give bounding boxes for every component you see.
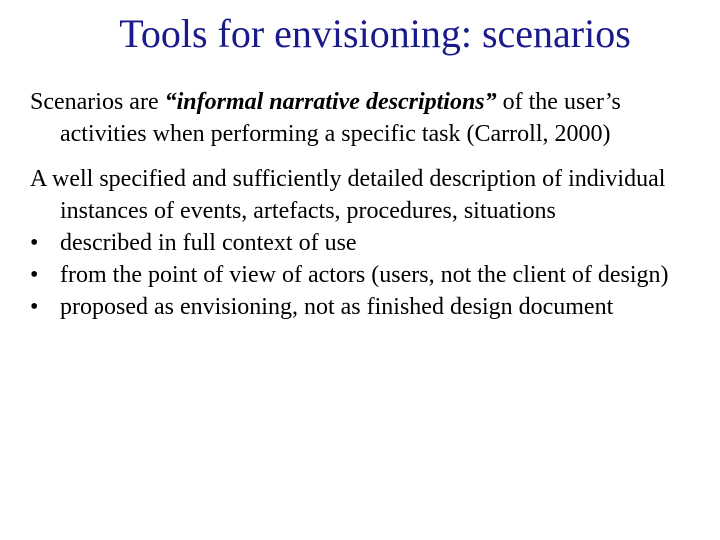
- bullet-list: [30, 227, 690, 323]
- bullet-icon: •: [30, 230, 39, 256]
- bullet-item: [30, 291, 690, 323]
- definition-tail-text: of the user’s activities when performing a specific task (Carroll, 2000): [60, 89, 621, 147]
- bullet-text: proposed as envisioning, not as finished design document: [60, 294, 614, 320]
- description-paragraph: [30, 163, 690, 227]
- bullet-text: from the point of view of actors (users, not the client of design): [60, 262, 669, 288]
- slide-body: [30, 86, 690, 323]
- bullet-text: described in full context of use: [60, 230, 357, 256]
- definition-emphasis-text: “informal narrative descriptions”: [164, 89, 497, 115]
- bullet-icon: •: [30, 294, 39, 320]
- definition-lead-text: Scenarios are: [30, 89, 165, 115]
- description-text: A well specified and sufficiently detailed description of individual instances of events, artefacts, procedures, situations: [30, 166, 666, 224]
- bullet-icon: •: [30, 262, 39, 288]
- scenario-definition-paragraph: [30, 86, 690, 150]
- bullet-item: [30, 227, 690, 259]
- slide-title: Tools for envisioning: scenarios: [119, 11, 631, 56]
- bullet-item: [30, 259, 690, 291]
